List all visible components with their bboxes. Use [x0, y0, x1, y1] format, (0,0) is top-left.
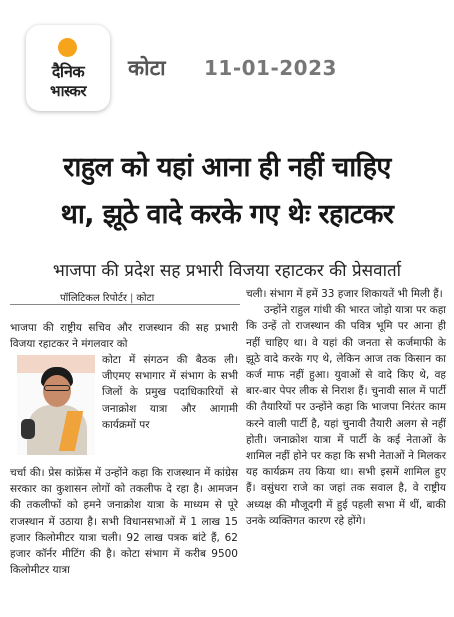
byline-city: कोटा — [136, 293, 155, 304]
sun-icon — [58, 38, 77, 57]
headline-line2: था, झूठे वादे करके गए थेः रहाटकर — [60, 199, 394, 230]
para1-beside-photo — [102, 352, 238, 433]
right-para2: उन्होंने राहुल गांधी की भारत जोड़ो यात्रा पर कहा कि उन्हें तो राजस्थान की पवित्र भूमि पर आना ही नहीं चाहिए था। वे यहां की जनता से कर्जमाफी के झूठे वादे करके गए थे, लेकिन आज तक किसान का कर्ज माफ नहीं हुआ। युवाओं से वादे किए थे, वह बार-बार पेपर लीक से निराश हैं। चुनावी साल में पार्टी की तैयारियों पर उन्होंने कहा कि भाजपा निरंतर काम करने वाली पार्टी है, यहां चुनावी तैयारी अलग से नहीं होती। जनाक्रोश यात्रा में पार्टी के कई नेताओं के शामिल नहीं होने पर कहा कि सभी नेताओं ने मिलकर यह कार्यक्रम तय किया था। सभी इसमें शामिल हुए हैं। वसुंधरा राजे का जहां तक सवाल है, वे राष्ट्रीय अध्यक्ष की मौजूदगी में हुई पहली सभा में थीं, बाकी उनके व्यक्तिगत कारण रहे होंगे। — [246, 304, 446, 527]
para1-intro-text: भाजपा की राष्ट्रीय सचिव और राजस्थान की सह प्रभारी विजया रहाटकर ने मंगलवार को — [10, 322, 238, 351]
dainik-bhaskar-logo — [26, 25, 110, 111]
city-label: कोटा — [128, 56, 166, 80]
byline-separator: | — [130, 293, 134, 304]
logo-line1: दैनिक — [51, 62, 85, 81]
page-header — [0, 0, 454, 130]
para1-intro — [10, 320, 238, 352]
right-para1: चली। संभाग में हमें 33 हजार शिकायतें भी मिली हैं। — [246, 288, 443, 300]
right-column — [246, 286, 446, 529]
headline-line1: राहुल को यहां आना ही नहीं चाहिए — [63, 152, 391, 183]
byline-rule — [10, 304, 240, 305]
para1-beside-photo-text: कोटा में संगठन की बैठक ली। जीएमए सभागार में संभाग के सभी जिलों के प्रमुख पदाधिकारियों से जनाक्रोश यात्रा और आगामी कार्यक्रमों पर — [102, 354, 238, 431]
byline — [60, 290, 154, 304]
subheadline: भाजपा की प्रदेश सह प्रभारी विजया रहाटकर की प्रेसवार्ता — [52, 261, 402, 281]
para1-rest-text: चर्चा की। प्रेस कांफ्रेंस में उन्होंने कहा कि राजस्थान में कांग्रेस सरकार का कुशासन लोगों को तकलीफ दे रहा है। आमजन की तकलीफों को हमने जनाक्रोश यात्रा के माध्यम से पूरे राजस्थान में उठाया है। सभी विधानसभाओं में 1 लाख 15 हजार किलोमीटर यात्रा चली। 92 लाख पत्रक बांटे हैं, 62 हजार कॉर्नर मीटिंग की है। कोटा संभाग में करीब 9500 किलोमीटर यात्रा — [10, 467, 238, 577]
logo-line2: भास्कर — [50, 82, 86, 100]
byline-reporter: पॉलिटिकल रिपोर्टर — [60, 293, 127, 304]
microphone-icon — [21, 419, 35, 439]
speaker-photo — [17, 355, 95, 455]
para1-rest — [10, 465, 238, 578]
publication-date: 11-01-2023 — [204, 56, 337, 80]
